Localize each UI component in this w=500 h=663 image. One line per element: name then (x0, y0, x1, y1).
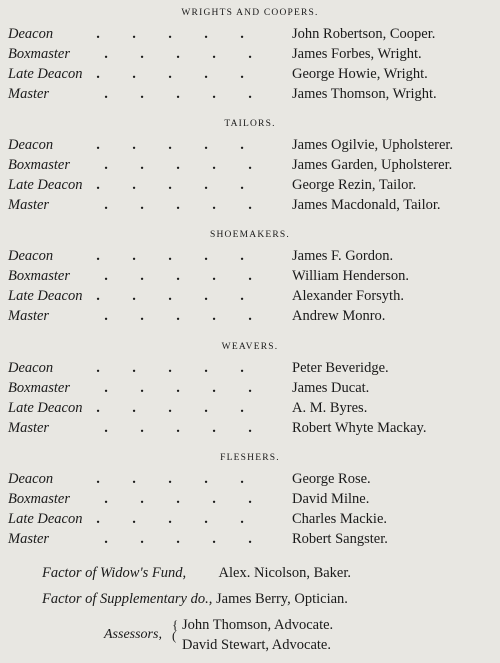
officer-row (0, 360, 500, 380)
officer-role: Deacon (8, 137, 54, 153)
leader-dots: . . . . . (96, 471, 244, 487)
officer-row (0, 137, 500, 157)
supplementary-line (42, 591, 348, 608)
leader-dots: . . . . . (96, 26, 244, 42)
leader-dots: . . . . . (104, 86, 252, 102)
supplementary-name: James Berry, Optician. (215, 591, 348, 607)
assessor-2: David Stewart, Advocate. (182, 637, 331, 653)
officer-row (0, 197, 500, 217)
leader-dots: . . . . . (96, 177, 244, 193)
leader-dots: . . . . . (96, 66, 244, 82)
officer-name: William Henderson. (292, 268, 409, 284)
officer-role: Master (8, 197, 50, 213)
section-heading: TAILORS. (224, 119, 276, 129)
officer-row (0, 157, 500, 177)
officer-role: Late Deacon (8, 400, 83, 416)
officer-role: Master (8, 531, 50, 547)
officer-row (0, 268, 500, 288)
section-heading: FLESHERS. (220, 453, 280, 463)
officer-name: Robert Sangster. (292, 531, 388, 547)
leader-dots: . . . . . (96, 288, 244, 304)
officer-role: Master (8, 308, 50, 324)
widows-fund-name: Alex. Nicolson, Baker. (218, 565, 352, 581)
officer-role: Late Deacon (8, 177, 83, 193)
supplementary-label: Factor of Supplementary do., (42, 591, 213, 607)
officer-name: James Ogilvie, Upholsterer. (292, 137, 454, 153)
leader-dots: . . . . . (96, 360, 244, 376)
officer-row (0, 400, 500, 420)
section-heading: WRIGHTS AND COOPERS. (181, 8, 319, 18)
officer-role: Master (8, 86, 50, 102)
officer-name: George Howie, Wright. (292, 66, 428, 82)
officer-role: Boxmaster (8, 46, 71, 62)
officer-name: Robert Whyte Mackay. (292, 420, 427, 436)
officer-name: David Milne. (292, 491, 370, 507)
officer-role: Deacon (8, 26, 54, 42)
leader-dots: . . . . . (104, 491, 252, 507)
leader-dots: . . . . . (104, 157, 252, 173)
leader-dots: . . . . . (104, 197, 252, 213)
leader-dots: . . . . . (104, 46, 252, 62)
officer-role: Late Deacon (8, 288, 83, 304)
officer-name: Charles Mackie. (292, 511, 388, 527)
officer-row (0, 308, 500, 328)
officer-row (0, 248, 500, 268)
leader-dots: . . . . . (96, 511, 244, 527)
leader-dots: . . . . . (104, 268, 252, 284)
officer-name: George Rose. (292, 471, 371, 487)
officer-role: Boxmaster (8, 491, 71, 507)
officer-role: Master (8, 420, 50, 436)
officer-name: James Garden, Upholsterer. (292, 157, 453, 173)
officer-row (0, 471, 500, 491)
officer-name: James F. Gordon. (292, 248, 394, 264)
officer-name: George Rezin, Tailor. (292, 177, 417, 193)
officer-role: Deacon (8, 471, 54, 487)
officer-name: James Ducat. (292, 380, 370, 396)
officer-row (0, 380, 500, 400)
officer-name: James Macdonald, Tailor. (292, 197, 441, 213)
leader-dots: . . . . . (104, 420, 252, 436)
officer-role: Late Deacon (8, 66, 83, 82)
officer-row (0, 26, 500, 46)
section-heading: WEAVERS. (221, 342, 279, 352)
officer-row (0, 531, 500, 551)
officer-row (0, 86, 500, 106)
officer-row (0, 66, 500, 86)
officer-row (0, 46, 500, 66)
officer-role: Boxmaster (8, 157, 71, 173)
leader-dots: . . . . . (104, 380, 252, 396)
officer-row (0, 288, 500, 308)
leader-dots: . . . . . (96, 400, 244, 416)
officer-row (0, 491, 500, 511)
officer-row (0, 420, 500, 440)
officer-name: James Thomson, Wright. (292, 86, 437, 102)
officer-role: Deacon (8, 248, 54, 264)
assessor-1: John Thomson, Advocate. (182, 617, 334, 633)
officer-name: James Forbes, Wright. (292, 46, 422, 62)
widows-fund-label: Factor of Widow's Fund, (42, 565, 187, 581)
leader-dots: . . . . . (104, 308, 252, 324)
assessors-label: Assessors, (104, 627, 162, 642)
leader-dots: . . . . . (96, 137, 244, 153)
officer-row (0, 511, 500, 531)
officer-name: John Robertson, Cooper. (292, 26, 436, 42)
widows-fund-line (42, 565, 351, 582)
section-heading: SHOEMAKERS. (210, 230, 290, 240)
assessors-brace: { ( (172, 617, 179, 643)
officer-name: Alexander Forsyth. (292, 288, 404, 304)
officer-role: Boxmaster (8, 380, 71, 396)
officer-name: Peter Beveridge. (292, 360, 389, 376)
officer-role: Deacon (8, 360, 54, 376)
leader-dots: . . . . . (104, 531, 252, 547)
officer-row (0, 177, 500, 197)
officer-role: Late Deacon (8, 511, 83, 527)
officer-name: Andrew Monro. (292, 308, 386, 324)
leader-dots: . . . . . (96, 248, 244, 264)
officer-name: A. M. Byres. (292, 400, 368, 416)
officer-role: Boxmaster (8, 268, 71, 284)
